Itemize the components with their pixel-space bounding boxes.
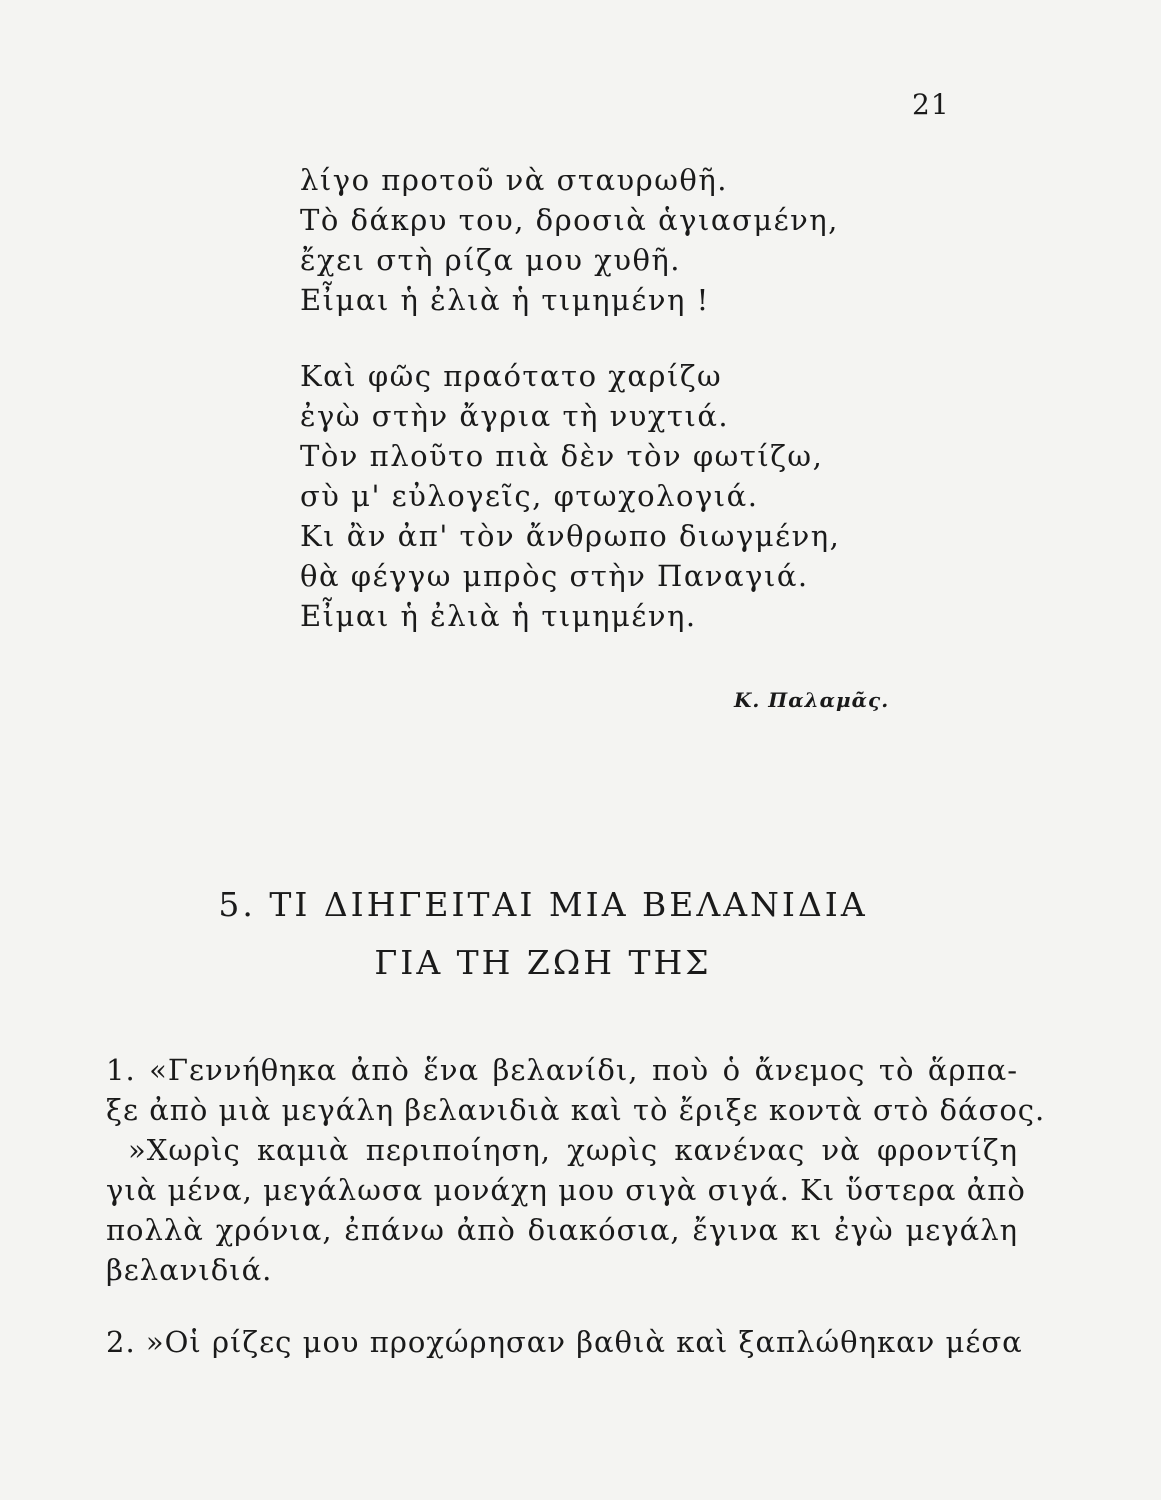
poem-line: σὺ μ' εὐλογεῖς, φτωχολογιά. — [300, 479, 759, 513]
page-number: 21 — [912, 88, 950, 121]
poem-line: θὰ φέγγω μπρὸς στὴν Παναγιά. — [300, 559, 809, 593]
prose-line: ξε ἀπὸ μιὰ μεγάλη βελανιδιὰ καὶ τὸ ἔριξε κοντὰ στὸ δάσος. — [106, 1093, 1046, 1127]
poem-line: Τὸ δάκρυ του, δροσιὰ ἁγιασμένη, — [300, 203, 839, 237]
poem-line: Τὸν πλοῦτο πιὰ δὲν τὸν φωτίζω, — [300, 439, 824, 473]
poem-line: Κι ἂν ἀπ' τὸν ἄνθρωπο διωγμένη, — [300, 519, 841, 553]
chapter-title — [0, 876, 1086, 992]
prose-line: 1. «Γεννήθηκα ἀπὸ ἕνα βελανίδι, ποὺ ὁ ἄνεμος τὸ ἅρπα- — [106, 1053, 1018, 1087]
poem-author: Κ. Παλαμᾶς. — [734, 688, 890, 712]
prose-line: πολλὰ χρόνια, ἐπάνω ἀπὸ διακόσια, ἔγινα κι ἐγὼ μεγάλη — [106, 1213, 1018, 1247]
prose-line: 2. »Οἱ ρίζες μου προχώρησαν βαθιὰ καὶ ξαπλώθηκαν μέσα — [106, 1325, 1023, 1359]
chapter-title-line-1: 5. ΤΙ ΔΙΗΓΕΙΤΑΙ ΜΙΑ ΒΕΛΑΝΙΔΙΑ — [218, 885, 868, 924]
poem-line: Εἶμαι ἡ ἐλιὰ ἡ τιμημένη ! — [300, 283, 710, 317]
paragraph-2 — [106, 1322, 1023, 1362]
prose-line: γιὰ μένα, μεγάλωσα μονάχη μου σιγὰ σιγά. Κι ὕστερα ἀπὸ — [106, 1173, 1026, 1207]
prose-line: βελανιδιά. — [106, 1253, 273, 1287]
poem-line: Εἶμαι ἡ ἐλιὰ ἡ τιμημένη. — [300, 599, 697, 633]
poem — [300, 160, 840, 636]
poem-line: Καὶ φῶς πραότατο χαρίζω — [300, 359, 723, 393]
chapter-title-line-2: ΓΙΑ ΤΗ ΖΩΗ ΤΗΣ — [374, 943, 712, 982]
poem-line: λίγο προτοῦ νὰ σταυρωθῆ. — [300, 163, 728, 197]
prose-line: »Χωρὶς καμιὰ περιποίηση, χωρὶς κανένας νὰ φροντίζη — [128, 1133, 1018, 1167]
poem-stanza-1 — [300, 160, 840, 320]
poem-stanza-2 — [300, 356, 840, 636]
paragraph-1 — [106, 1050, 1046, 1290]
poem-line: ἔχει στὴ ρίζα μου χυθῆ. — [300, 243, 682, 277]
poem-line: ἐγὼ στὴν ἄγρια τὴ νυχτιά. — [300, 399, 730, 433]
